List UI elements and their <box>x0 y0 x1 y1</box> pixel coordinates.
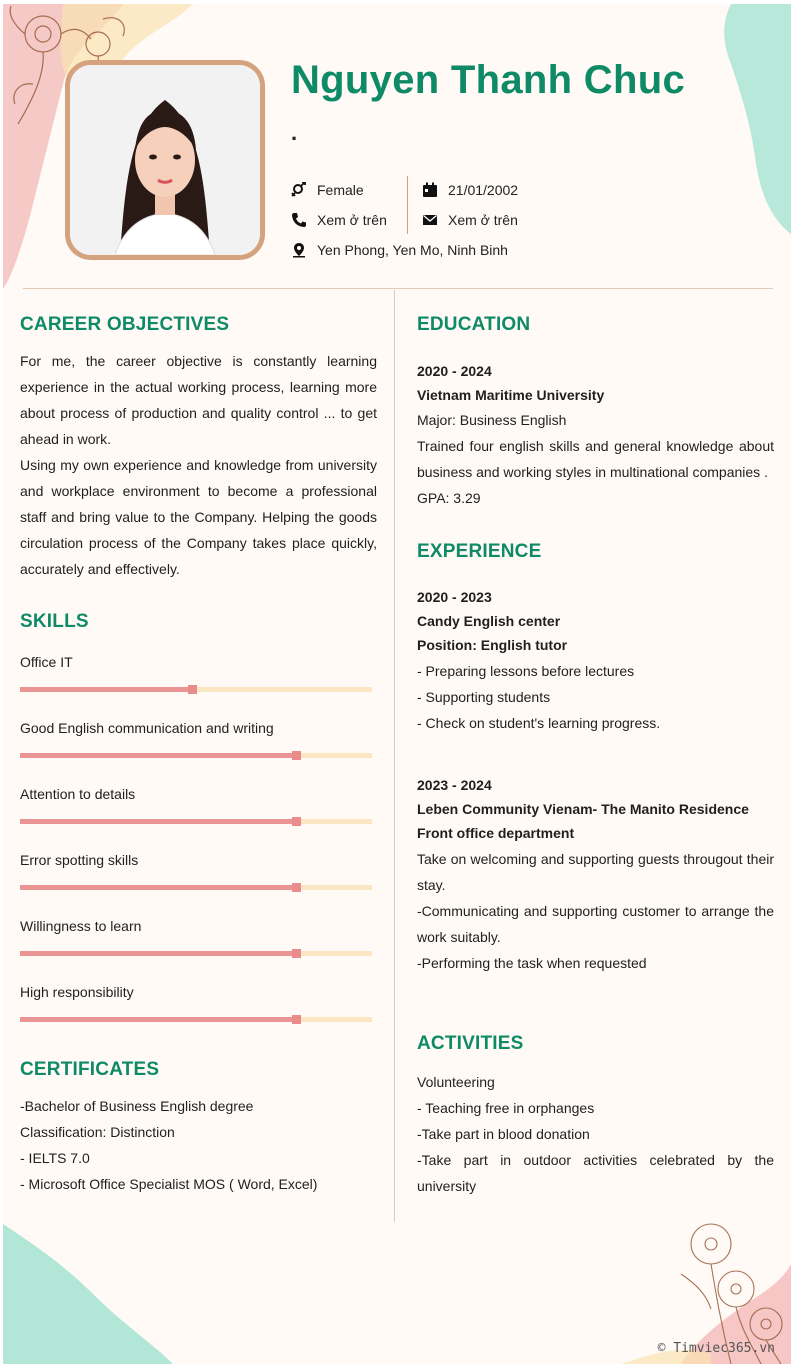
job-line: Take on welcoming and supporting guests througout their stay. <box>417 851 774 893</box>
activity-line: -Take part in outdoor activities celebrated by the university <box>417 1152 774 1194</box>
skill-bar-fill <box>20 687 192 692</box>
certificates-list <box>20 1093 377 1197</box>
skill-label: Error spotting skills <box>20 852 139 868</box>
experience-title: EXPERIENCE <box>417 541 542 562</box>
skills-title: SKILLS <box>20 611 89 632</box>
email-value: Xem ở trên <box>448 212 518 228</box>
email-item <box>422 212 518 228</box>
skill-bar-knob <box>292 1015 301 1024</box>
candidate-name: Nguyen Thanh Chuc <box>291 58 685 102</box>
skill-label: High responsibility <box>20 984 134 1000</box>
skill-bar-fill <box>20 753 296 758</box>
education-gpa: GPA: 3.29 <box>417 490 481 506</box>
skill-bar-knob <box>188 685 197 694</box>
phone-icon <box>291 212 307 228</box>
birthdate-value: 21/01/2002 <box>448 182 519 198</box>
info-divider <box>407 176 408 234</box>
skill-bar-knob <box>292 817 301 826</box>
gender-icon <box>291 182 307 198</box>
education-period: 2020 - 2024 <box>417 363 492 379</box>
certificates-title: CERTIFICATES <box>20 1059 160 1080</box>
skill-bar <box>20 819 372 824</box>
skill-bar <box>20 951 372 956</box>
skill-label: Office IT <box>20 654 73 670</box>
activity-line: - Teaching free in orphanges <box>417 1100 595 1116</box>
skill-bar <box>20 687 372 692</box>
activity-line: -Take part in blood donation <box>417 1126 590 1142</box>
address-item <box>291 242 508 258</box>
education-title: EDUCATION <box>417 314 531 335</box>
skill-label: Attention to details <box>20 786 136 802</box>
education-major: Major: Business English <box>417 412 567 428</box>
certificate-line: -Bachelor of Business English degree <box>20 1098 254 1114</box>
job-line: - Preparing lessons before lectures <box>417 663 635 679</box>
gender-value: Female <box>317 182 364 198</box>
career-objectives-title: CAREER OBJECTIVES <box>20 314 230 335</box>
activities-title: ACTIVITIES <box>417 1033 524 1054</box>
job-company: Leben Community Vienam- The Manito Residence <box>417 801 749 817</box>
job-period: 2020 - 2023 <box>417 589 492 605</box>
skill-bar-fill <box>20 1017 296 1022</box>
gender-item <box>291 182 364 198</box>
calendar-icon <box>422 182 438 198</box>
address-value: Yen Phong, Yen Mo, Ninh Binh <box>317 242 508 258</box>
email-icon <box>422 212 438 228</box>
watermark: © Timviec365.vn <box>657 1341 775 1356</box>
skill-bar <box>20 753 372 758</box>
skill-label: Willingness to learn <box>20 918 142 934</box>
education-description: Trained four english skills and general knowledge about business and working styles in multinational companies . <box>417 438 774 480</box>
phone-item <box>291 212 387 228</box>
career-paragraph-2: Using my own experience and knowledge from university and workplace environment to become a professional staff and bring value to the Company. Helping the goods circulation process of the Company takes place quickly, accurately and effectively. <box>20 457 377 577</box>
career-objectives-text <box>20 348 377 582</box>
job-position: Front office department <box>417 825 575 841</box>
job-line: - Supporting students <box>417 689 551 705</box>
certificate-line: - IELTS 7.0 <box>20 1150 90 1166</box>
skill-bar-knob <box>292 949 301 958</box>
job-company: Candy English center <box>417 613 561 629</box>
experience-job-1 <box>417 585 774 736</box>
career-paragraph-1: For me, the career objective is constantly learning experience in the actual working process, learning more about process of production and quality control ... to get ahead in work. <box>20 353 377 447</box>
skill-bar <box>20 885 372 890</box>
header-divider <box>23 288 773 289</box>
job-line: -Performing the task when requested <box>417 955 647 971</box>
skill-bar-knob <box>292 883 301 892</box>
profile-photo <box>65 60 265 260</box>
education-block <box>417 359 774 511</box>
job-position: Position: English tutor <box>417 637 568 653</box>
certificate-line: - Microsoft Office Specialist MOS ( Word, Excel) <box>20 1176 318 1192</box>
job-period: 2023 - 2024 <box>417 777 492 793</box>
skill-bar-fill <box>20 951 296 956</box>
birthdate-item <box>422 182 518 198</box>
activities-list <box>417 1069 774 1199</box>
bottom-left-watercolor-decoration <box>3 1224 173 1364</box>
cv-header <box>3 4 791 294</box>
skill-bar-fill <box>20 885 296 890</box>
skill-bar-fill <box>20 819 296 824</box>
skill-bar <box>20 1017 372 1022</box>
candidate-subtitle: . <box>291 120 298 145</box>
activity-line: Volunteering <box>417 1074 495 1090</box>
column-divider <box>394 290 395 1222</box>
education-school: Vietnam Maritime University <box>417 387 605 403</box>
phone-value: Xem ở trên <box>317 212 387 228</box>
location-icon <box>291 242 307 258</box>
experience-job-2 <box>417 773 774 976</box>
job-line: -Communicating and supporting customer to arrange the work suitably. <box>417 903 774 945</box>
cv-page <box>3 4 791 1364</box>
skill-label: Good English communication and writing <box>20 720 274 736</box>
certificate-line: Classification: Distinction <box>20 1124 175 1140</box>
job-line: - Check on student's learning progress. <box>417 715 661 731</box>
skill-bar-knob <box>292 751 301 760</box>
